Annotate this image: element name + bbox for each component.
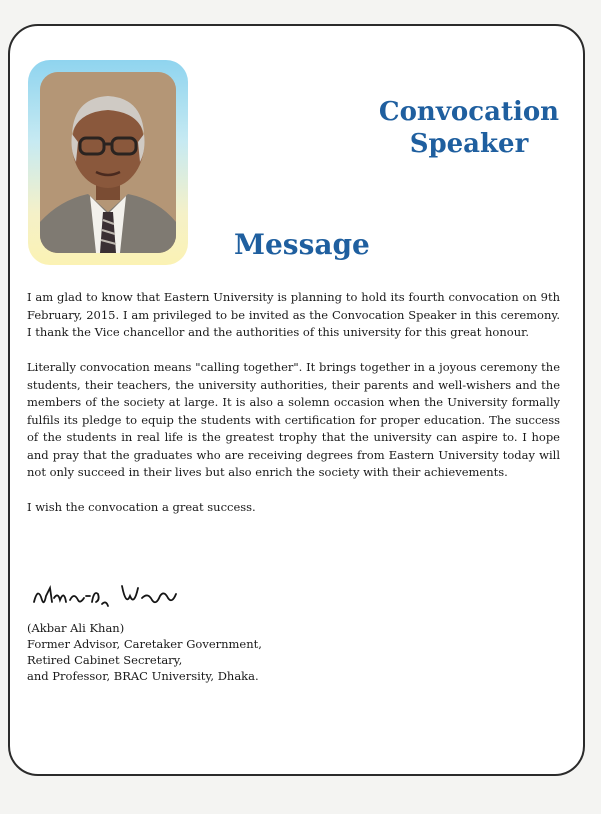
speaker-portrait-illustration bbox=[40, 72, 176, 253]
handwritten-signature bbox=[30, 578, 190, 612]
message-paragraph-3: I wish the convocation a great success. bbox=[27, 500, 256, 514]
message-body bbox=[27, 289, 560, 534]
title-line-1: Convocation bbox=[378, 97, 560, 127]
signatory-title-2: Retired Cabinet Secretary, bbox=[27, 653, 183, 667]
page-title bbox=[369, 96, 569, 160]
title-line-2: Speaker bbox=[409, 129, 529, 159]
speaker-photo bbox=[40, 72, 176, 253]
speaker-photo-frame bbox=[28, 60, 188, 265]
message-heading: Message bbox=[234, 228, 370, 261]
message-paragraph-1: I am glad to know that Eastern University is planning to hold its fourth convocation on 9th February, 2015. I am privileged to be invited as the Convocation Speaker in this ceremony. I thank the Vice chancellor and the authorities of this university for this great honour. bbox=[27, 290, 560, 339]
signatory-name: (Akbar Ali Khan) bbox=[27, 621, 125, 635]
message-paragraph-2: Literally convocation means "calling together". It brings together in a joyous ceremony the students, their teachers, the university authorities, their parents and well-wishers and the members of the society at large. It is also a solemn occasion when the University formally fulfils its pledge to equip the students with certification for proper education. The success of the students in real life is the greatest trophy that the university can aspire to. I hope and pray that the graduates who are receiving degrees from Eastern University today will not only succeed in their lives but also enrich the society with their achievements. bbox=[27, 360, 560, 479]
signature-block bbox=[27, 620, 262, 684]
signatory-title-3: and Professor, BRAC University, Dhaka. bbox=[27, 669, 259, 683]
signatory-title-1: Former Advisor, Caretaker Government, bbox=[27, 637, 262, 651]
